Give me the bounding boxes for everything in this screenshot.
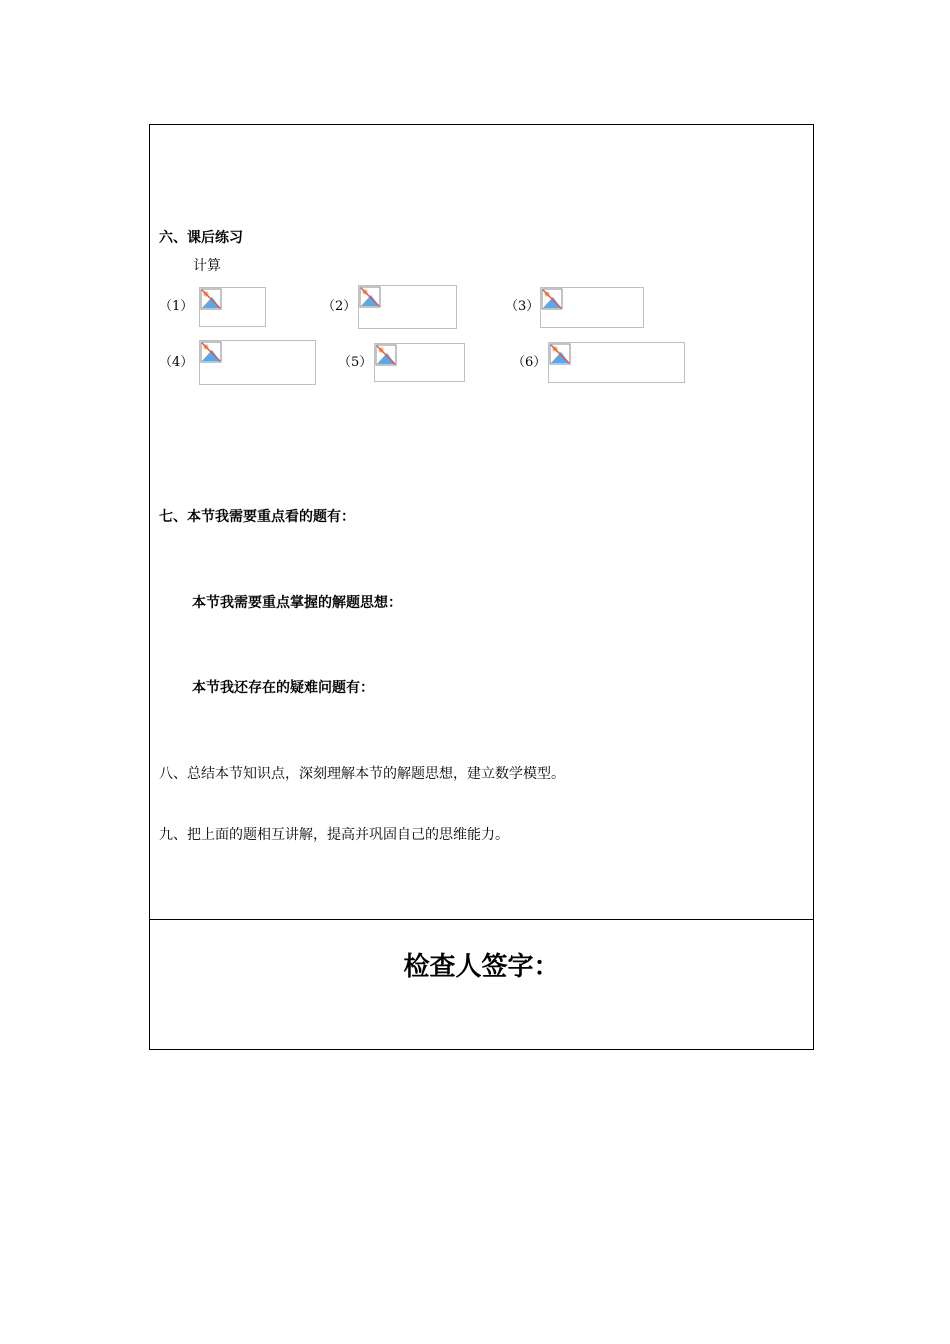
exercise-2-image [358, 285, 457, 329]
section-6-subtitle: 计算 [193, 258, 221, 274]
exercise-3-label: （3） [505, 299, 540, 314]
table-divider [149, 919, 814, 920]
section-7-heading: 七、本节我需要重点看的题有： [159, 509, 355, 525]
exercise-4-image [199, 340, 316, 385]
worksheet-table [149, 124, 814, 1050]
broken-image-icon [549, 343, 571, 365]
broken-image-icon [200, 288, 222, 310]
exercise-2-label: （2） [322, 299, 357, 314]
exercise-4-label: （4） [159, 355, 194, 370]
section-7-open-questions: 本节我还存在的疑难问题有： [192, 680, 374, 696]
exercise-5-label: （5） [338, 355, 373, 370]
section-9-text: 九、把上面的题相互讲解，提高并巩固自己的思维能力。 [159, 827, 509, 843]
exercise-5-image [374, 343, 465, 382]
section-7-key-methods: 本节我需要重点掌握的解题思想： [192, 595, 402, 611]
broken-image-icon [375, 344, 397, 366]
broken-image-icon [541, 288, 563, 310]
checker-signature-label: 检查人签字： [403, 952, 560, 982]
exercise-1-image [199, 287, 266, 327]
broken-image-icon [359, 286, 381, 308]
exercise-3-image [540, 287, 644, 328]
broken-image-icon [200, 341, 222, 363]
section-6-heading: 六、课后练习 [159, 230, 243, 246]
exercise-1-label: （1） [159, 299, 194, 314]
section-8-text: 八、总结本节知识点，深刻理解本节的解题思想，建立数学模型。 [159, 766, 565, 782]
exercise-6-image [548, 342, 685, 383]
exercise-6-label: （6） [512, 355, 547, 370]
